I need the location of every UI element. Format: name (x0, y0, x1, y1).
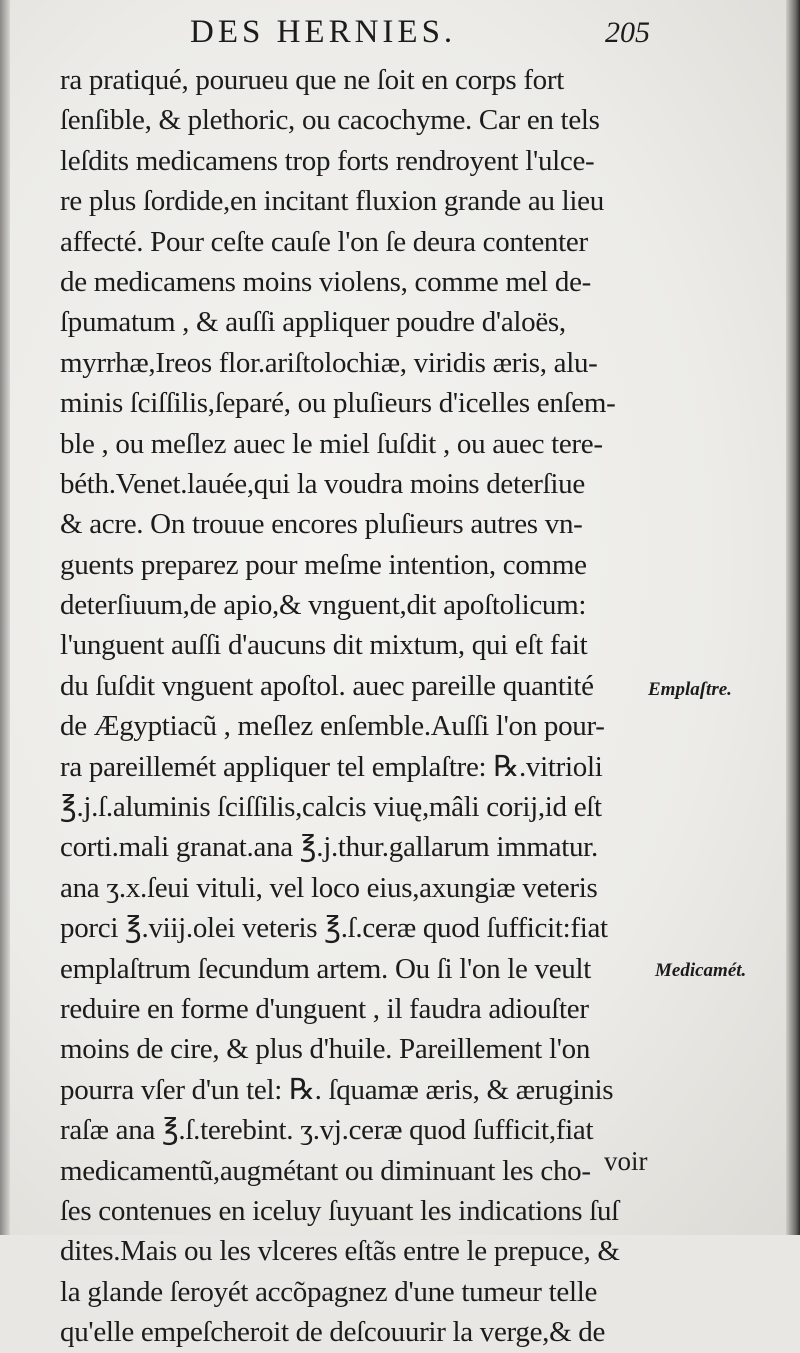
text-line: porci ℥.viij.olei veteris ℥.ſ.ceræ quod ſufficit:fiat (60, 912, 608, 945)
text-line: la glande ſeroyét accõpagnez d'une tumeur telle (60, 1275, 598, 1308)
marginal-note-emplastre: Emplaſtre. (648, 679, 732, 700)
catchword: voir (604, 1146, 648, 1176)
text-line: pourra vſer d'un tel: ℞. ſquamæ æris, & æruginis (60, 1073, 614, 1106)
text-line: béth.Venet.lauée,qui la voudra moins deterſiue (60, 467, 585, 500)
text-line: ℥.j.ſ.aluminis ſciſſilis,calcis viuę,mâli corij,id eſt (60, 791, 602, 824)
text-line: corti.mali granat.ana ℥.j.thur.gallarum immatur. (60, 831, 598, 864)
text-line: guents preparez pour meſme intention, comme (60, 548, 587, 581)
text-line: raſæ ana ℥.ſ.terebint. ʒ.vj.ceræ quod ſufficit,fiat (60, 1114, 594, 1147)
page-header (190, 14, 650, 54)
text-line: de Ægyptiacũ , meſlez enſemble.Auſſi l'on pour- (60, 710, 605, 743)
text-line: l'unguent auſſi d'aucuns dit mixtum, qui eſt fait (60, 629, 588, 662)
text-line: myrrhæ,Ireos flor.ariſtolochiæ, viridis æris, alu- (60, 346, 598, 379)
text-line: qu'elle empeſcheroit de deſcouurir la verge,& de (60, 1316, 606, 1349)
text-line: leſdits medicamens trop forts rendroyent l'ulce- (60, 144, 595, 177)
text-line: ana ʒ.x.ſeui vituli, vel loco eius,axungiæ veteris (60, 871, 598, 904)
text-line: moins de cire, & plus d'huile. Pareillement l'on (60, 1033, 591, 1066)
text-line: re plus ſordide,en incitant fluxion grande au lieu (60, 185, 604, 218)
text-line: du ſuſdit vnguent apoſtol. auec pareille quantité (60, 669, 594, 702)
text-line: emplaſtrum ſecundum artem. Ou ſi l'on le veult (60, 952, 592, 985)
text-line: affecté. Pour ceſte cauſe l'on ſe deura contenter (60, 225, 588, 258)
text-line: ſes contenues en iceluy ſuyuant les indications ſuſ (60, 1194, 619, 1227)
marginal-note-medicament: Medicamét. (655, 960, 747, 981)
text-line: ra pareillemét appliquer tel emplaſtre: ℞.vitrioli (60, 750, 603, 783)
text-line: ra pratiqué, pourueu que ne ſoit en corps fort (60, 64, 564, 96)
text-line: medicamentũ,augmétant ou diminuant les cho- (60, 1154, 591, 1187)
text-line: dites.Mais ou les vlceres eſtãs entre le prepuce, & (60, 1235, 620, 1268)
page-number: 205 (605, 16, 650, 49)
text-line: reduire en forme d'unguent , il faudra adiouſter (60, 992, 589, 1025)
text-line: ſpumatum , & auſſi appliquer poudre d'aloës, (60, 306, 566, 339)
text-line: deterſiuum,de apio,& vnguent,dit apoſtolicum: (60, 589, 587, 622)
page-gutter-shadow (0, 0, 10, 1235)
running-title: DES HERNIES. (190, 14, 457, 50)
text-line: ble , ou meſlez auec le miel ſuſdit , ou auec tere- (60, 427, 603, 460)
page-edge-shadow (786, 0, 800, 1235)
text-line: de medicamens moins violens, comme mel de- (60, 265, 592, 298)
main-text-block (60, 60, 660, 1353)
text-line: minis ſciſſilis,ſeparé, ou pluſieurs d'icelles enſem- (60, 387, 616, 420)
text-line: & acre. On trouue encores pluſieurs autres vn- (60, 508, 583, 541)
text-line: ſenſible, & plethoric, ou cacochyme. Car en tels (60, 104, 600, 137)
